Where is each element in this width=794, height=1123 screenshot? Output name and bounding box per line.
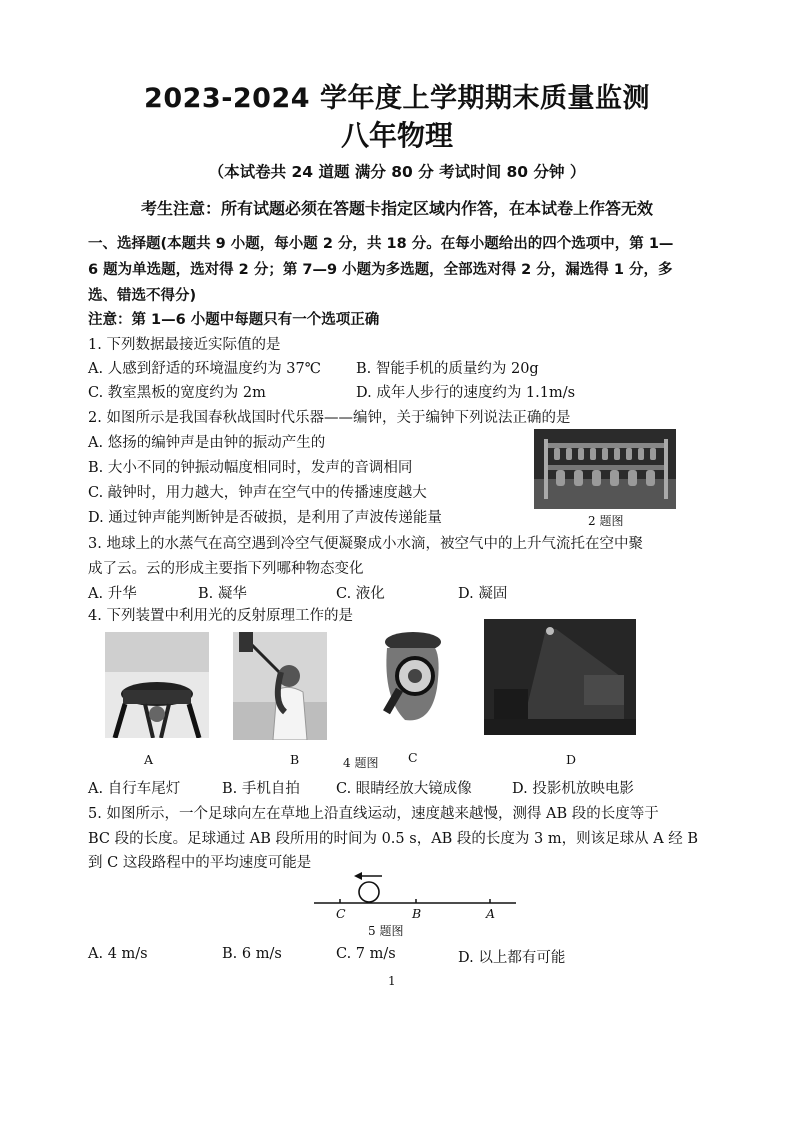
q5-stem-line2: BC 段的长度。足球通过 AB 段所用的时间为 0.5 s，AB 段的长度为 3 m，则该足球从 A 经 B [88,831,699,847]
magnifier-illustration [365,628,455,728]
q4-figure-b [233,632,327,740]
q1-option-a: A. 人感到舒适的环境温度约为 37℃ [88,361,321,377]
q1-option-d: D. 成年人步行的速度约为 1.1m/s [356,385,576,401]
q5-option-a: A. 4 m/s [88,946,148,962]
q4-option-a: A. 自行车尾灯 [88,781,181,797]
q4-option-c: C. 眼睛经放大镜成像 [336,781,472,797]
q1-option-c: C. 教室黑板的宽度约为 2m [88,385,266,401]
selfie-illustration [233,632,327,740]
exam-subject: 八年物理 [340,119,453,152]
q4-label-c: C [408,750,418,765]
exam-info: （本试卷共 24 道题 满分 80 分 考试时间 80 分钟 ） [208,163,586,181]
q4-figure-d [484,619,636,735]
exam-notice: 考生注意：所有试题必须在答题卡指定区域内作答，在本试卷上作答无效 [140,199,653,218]
q5-option-b: B. 6 m/s [222,946,282,962]
q5-option-d: D. 以上都有可能 [458,950,566,966]
section-heading-line3: 选、错选不得分) [88,288,197,304]
section-heading-line2: 6 题为单选题，选对得 2 分；第 7—9 小题为多选题，全部选对得 2 分，漏选得 1 分，多 [88,262,673,278]
q5-point-c: C [336,906,346,921]
q1-stem: 1. 下列数据最接近实际值的是 [88,337,281,353]
q5-point-b: B [412,906,422,921]
q4-label-d: D [566,752,577,767]
exam-title: 2023-2024 学年度上学期期末质量监测 [144,83,650,114]
bicycle-reflector-illustration [105,632,209,738]
bianzhong-photo [534,429,676,509]
q5-point-a: A [486,906,496,921]
q3-stem-line1: 3. 地球上的水蒸气在高空遇到冷空气便凝聚成小水滴，被空气中的上升气流托在空中聚 [88,536,643,552]
q4-label-b: B [290,752,300,767]
q2-option-d: D. 通过钟声能判断钟是否破损，是利用了声波传递能量 [88,510,442,526]
q5-option-c: C. 7 m/s [336,946,396,962]
q3-option-c: C. 液化 [336,586,385,602]
bianzhong-illustration [534,429,676,509]
q4-figure-a [105,632,209,738]
q4-stem: 4. 下列装置中利用光的反射原理工作的是 [88,608,353,624]
q4-option-d: D. 投影机放映电影 [512,781,634,797]
page-number: 1 [388,974,396,988]
q2-figure-caption: 2 题图 [588,514,624,528]
q3-option-b: B. 凝华 [198,586,247,602]
q2-stem: 2. 如图所示是我国春秋战国时代乐器——编钟，关于编钟下列说法正确的是 [88,410,571,426]
q5-stem-line3: 到 C 这段路程中的平均速度可能是 [88,855,312,871]
q3-option-a: A. 升华 [88,586,137,602]
q4-option-b: B. 手机自拍 [222,781,300,797]
q4-label-a: A [144,752,154,767]
q2-option-a: A. 悠扬的编钟声是由钟的振动产生的 [88,435,326,451]
q5-stem-line1: 5. 如图所示，一个足球向左在草地上沿直线运动，速度越来越慢，测得 AB 段的长度等于 [88,806,659,822]
section-heading-line1: 一、选择题(本题共 9 小题，每小题 2 分，共 18 分。在每小题给出的四个选项中，第 1— [88,236,674,252]
q4-figure-c [365,628,455,728]
q2-option-c: C. 敲钟时，用力越大，钟声在空气中的传播速度越大 [88,485,427,501]
q2-option-b: B. 大小不同的钟振动幅度相同时，发声的音调相同 [88,460,413,476]
q4-figure-caption: 4 题图 [343,756,379,770]
football-icon [359,882,379,902]
projector-illustration [484,619,636,735]
q3-option-d: D. 凝固 [458,586,508,602]
q1-option-b: B. 智能手机的质量约为 20g [356,361,539,377]
q5-figure [310,868,520,908]
q5-figure-caption: 5 题图 [368,924,404,938]
section-note: 注意：第 1—6 小题中每题只有一个选项正确 [88,312,380,328]
q3-stem-line2: 成了云。云的形成主要指下列哪种物态变化 [88,561,364,577]
